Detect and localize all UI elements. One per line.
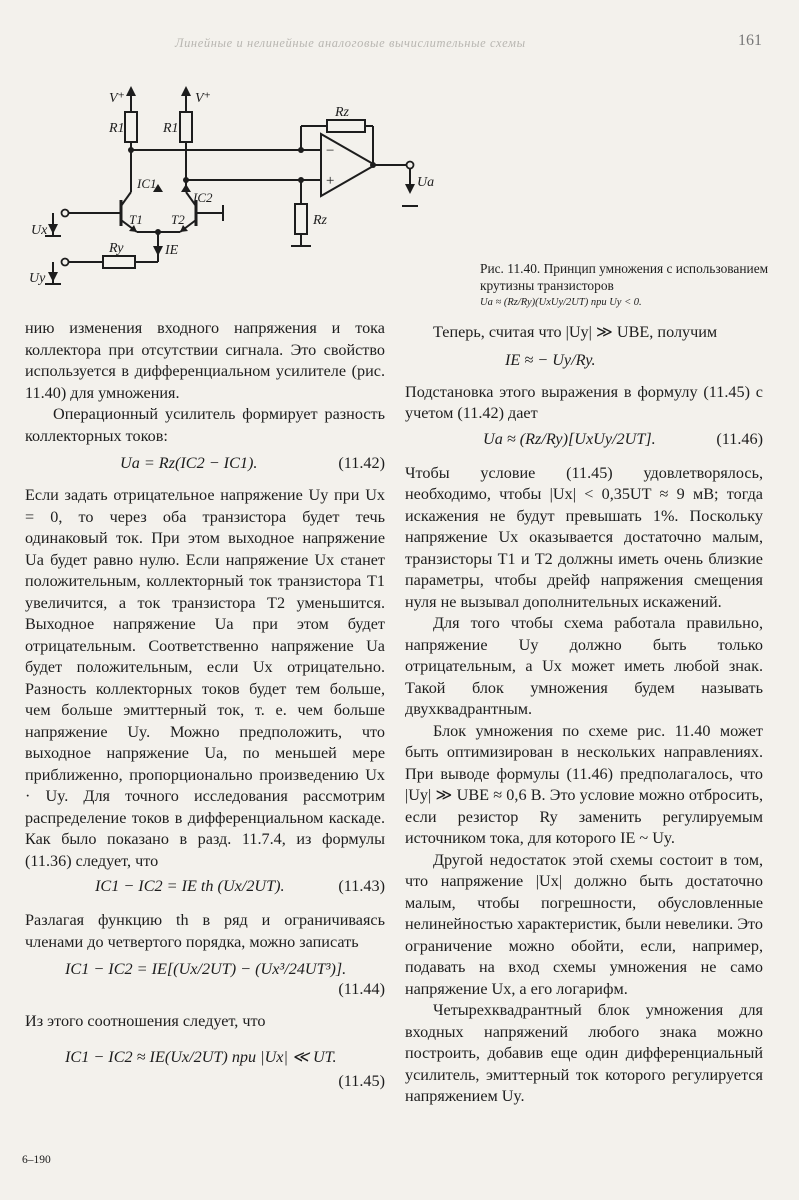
equation-11-42-formula: Ua = Rz(IC2 − IC1). [120, 454, 258, 472]
equation-11-45-formula: IC1 − IC2 ≈ IE(Ux/2UT) при |Ux| ≪ UT. [65, 1047, 337, 1066]
ic2-label: IC2 [193, 190, 213, 205]
vplus-left-label: V⁺ [109, 91, 125, 106]
equation-ie [405, 344, 763, 374]
ux-terminal [62, 210, 69, 217]
right-paragraph-2: Подстановка этого выражения в формулу (11.45) с учетом (11.42) дает [405, 382, 763, 422]
equation-ie-formula: IE ≈ − Uy/Ry. [505, 350, 596, 369]
rz-top-label: Rz [335, 105, 349, 120]
page-number: 161 [738, 32, 762, 49]
ua-label: Ua [417, 175, 435, 190]
right-paragraph-6: Другой недостаток этой схемы состоит в том, что напряжение |Ux| должно быть достаточно малым, чтобы погрешности, обусловленные нелинейностью характеристик, были невелики. Это ограничение можно обойти, если, например, подавать на вход схемы умножения не само напряжение Ux, а его логарифм. [405, 850, 763, 998]
ux-label: Ux [31, 223, 48, 238]
minus-sign: − [325, 143, 336, 159]
vplus-right-label: V⁺ [195, 91, 211, 106]
equation-11-44 [25, 953, 385, 1003]
rz-top-resistor [327, 120, 365, 132]
page-header [0, 30, 799, 54]
vplus-right-arrow [181, 86, 191, 96]
ua-terminal [407, 162, 414, 169]
plus-sign: + [325, 173, 336, 189]
uy-arrow [48, 272, 58, 282]
t1-collector [121, 192, 131, 206]
uy-terminal [62, 259, 69, 266]
circuit-diagram [25, 84, 435, 314]
ux-arrow [48, 224, 58, 234]
t2-label: T2 [171, 212, 185, 227]
equation-11-43-formula: IC1 − IC2 = IE th (Ux/2UT). [95, 877, 285, 895]
equation-11-46 [405, 425, 763, 455]
rz-ground-resistor [295, 204, 307, 234]
equation-11-43-number: (11.43) [338, 877, 385, 895]
figure-caption [480, 260, 770, 311]
right-paragraph-4: Для того чтобы схема работала правильно, напряжение Uy должно быть только отрицательным, а Ux может иметь любой знак. Такой блок умножения будем называть двухквадрантным. [405, 614, 763, 718]
left-column [25, 318, 385, 1095]
equation-11-45 [25, 1045, 385, 1095]
r1-left-label: R1 [109, 121, 125, 136]
ic2-arrow [181, 184, 191, 192]
right-paragraph-1: Теперь, считая что |Uy| ≫ UBE, получим [433, 323, 718, 341]
right-paragraph-7: Четырехквадрантный блок умножения для входных напряжений любого знака можно построить, добавив еще один дифференциальный усилитель, эмиттерный ток которого регулируется напряжением Uy. [405, 1001, 763, 1105]
running-title: Линейные и нелинейные аналоговые вычислительные схемы [175, 36, 526, 50]
equation-11-42 [25, 447, 385, 477]
uy-label: Uy [29, 271, 46, 286]
vplus-left-arrow [126, 86, 136, 96]
left-paragraph-4: Разлагая функцию th в ряд и ограничиваясь членами до четвертого порядка, можно записать [25, 911, 385, 951]
ic1-label: IC1 [137, 176, 157, 191]
ie-arrow [153, 246, 163, 256]
left-paragraph-3: Если задать отрицательное напряжение Uy при Ux = 0, то через оба транзистора будет течь одинаковый ток. При этом выходное напряжение Ua будет равно нулю. Если напряжение Ux станет положительным, коллекторный ток транзистора T1 увеличится, а ток транзистора T2 уменьшится. Выходное напряжение Ua при этом будет отрицательным. Соответственно напряжение Ua будет положительным, если Ux отрицательно. Разность коллекторных токов будет тем больше, чем больше эмиттерный ток, т. е. чем больше напряжение Uy. Можно предположить, что выходное напряжение Ua, по меньшей мере приближенно, пропорционально произведению Ux · Uy. Для точного исследования рассмотрим распределение токов в дифференциальном каскаде. Как было показано в разд. 11.7.4, из формулы (11.36) следует, что [25, 486, 385, 870]
equation-11-44-number: (11.44) [338, 980, 385, 998]
left-paragraph-1: нию изменения входного напряжения и тока коллектора при отсутствии сигнала. Это свойство используется в дифференциальном усилителе (рис. 11.40) для умножения. [25, 319, 385, 402]
signature-mark: 6–190 [22, 1154, 51, 1166]
equation-11-46-formula: Ua ≈ (Rz/Ry)[UxUy/2UT]. [483, 429, 656, 448]
right-paragraph-5: Блок умножения по схеме рис. 11.40 может быть оптимизирован в нескольких направлениях. При выводе формулы (11.46) предполагалось, что |Uy| ≫ UBE ≈ 0,6 В. Это условие можно отбросить, если резистор Ry заменить регулируемым источником тока, для которого IE ~ Uy. [405, 721, 763, 847]
left-paragraph-2: Операционный усилитель формирует разность коллекторных токов: [25, 405, 385, 445]
left-paragraph-5: Из этого соотношения следует, что [25, 1012, 266, 1030]
circuit-figure [25, 84, 435, 314]
ry-resistor [103, 256, 135, 268]
ry-label: Ry [109, 241, 124, 256]
r1-left-resistor [125, 112, 137, 142]
equation-11-46-number: (11.46) [716, 429, 763, 448]
ua-arrow [405, 184, 415, 194]
right-column [405, 318, 763, 1108]
equation-11-45-number: (11.45) [338, 1071, 385, 1090]
equation-11-44-formula: IC1 − IC2 = IE[(Ux/2UT) − (Ux³/24UT³)]. [65, 960, 347, 978]
r1-right-resistor [180, 112, 192, 142]
caption-formula: Ua ≈ (Rz/Ry)(UxUy/2UT) при Uy < 0. [480, 297, 642, 308]
r1-right-label: R1 [163, 121, 179, 136]
right-paragraph-3: Чтобы условие (11.45) удовлетворялось, необходимо, чтобы |Ux| < 0,35UT ≈ 9 мВ; тогда искажения не будут превышать 1%. Поскольку напряжение Ux оказывается достаточно малым, транзисторы T1 и T2 должны иметь очень близкие параметры, чтобы дрейф напряжения смещения нуля не вызывал дополнительных искажений. [405, 463, 763, 611]
caption-text: Рис. 11.40. Принцип умножения с использованием крутизны транзисторов [480, 261, 769, 293]
equation-11-43 [25, 872, 385, 902]
equation-11-42-number: (11.42) [338, 454, 385, 472]
rz-right-label: Rz [313, 213, 327, 228]
ie-label: IE [165, 243, 179, 258]
t1-label: T1 [129, 212, 143, 227]
